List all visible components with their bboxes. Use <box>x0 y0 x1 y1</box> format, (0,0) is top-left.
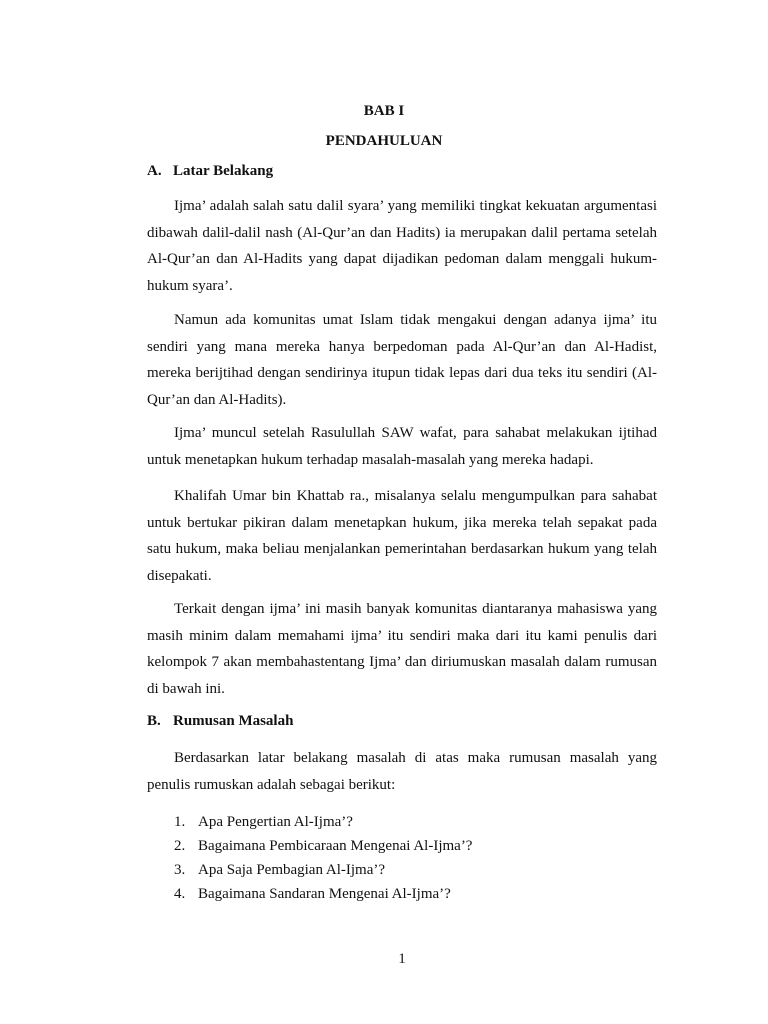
section-a-letter: A. <box>147 163 162 179</box>
section-b-title: Rumusan Masalah <box>173 713 294 729</box>
list-item: 3. Apa Saja Pembagian Al-Ijma’? <box>174 862 386 878</box>
paragraph-a4: Khalifah Umar bin Khattab ra., misalanya selalu mengumpulkan para sahabat untuk bertukar pikiran dalam menetapkan hukum, jika mereka telah sepakat pada satu hukum, maka beliau menjalankan pemerintahan berdasarkan hukum yang telah disepakati. <box>147 488 657 584</box>
section-b-heading <box>147 713 293 730</box>
paragraph-b: Berdasarkan latar belakang masalah di atas maka rumusan masalah yang penulis rumuskan adalah sebagai berikut: <box>147 750 657 793</box>
question-list <box>174 810 472 906</box>
list-item: 1. Apa Pengertian Al-Ijma’? <box>174 814 353 830</box>
paragraph-a3: Ijma’ muncul setelah Rasulullah SAW wafat, para sahabat melakukan ijtihad untuk menetapkan hukum terhadap masalah-masalah yang mereka hadapi. <box>147 425 657 468</box>
section-a-heading <box>147 163 273 180</box>
list-item: 4. Bagaimana Sandaran Mengenai Al-Ijma’? <box>174 886 451 902</box>
page-number: 1 <box>398 951 406 967</box>
chapter-label: BAB I <box>363 103 405 119</box>
paragraph-a1: Ijma’ adalah salah satu dalil syara’ yang memiliki tingkat kekuatan argumentasi dibawah dalil-dalil nash (Al-Qur’an dan Hadits) ia merupakan dalil pertama setelah Al-Qur’an dan Al-Hadits yang dapat dijadikan pedoman dalam menggali hukum-hukum syara’. <box>147 198 657 294</box>
paragraph-a5: Terkait dengan ijma’ ini masih banyak komunitas diantaranya mahasiswa yang masih minim dalam memahami ijma’ itu sendiri maka dari itu kami penulis dari kelompok 7 akan membahastentang Ijma’ dan diriumuskan masalah dalam rumusan di bawah ini. <box>147 601 657 697</box>
chapter-title: PENDAHULUAN <box>325 133 443 149</box>
section-a-title: Latar Belakang <box>173 163 274 179</box>
section-b-letter: B. <box>147 713 161 729</box>
list-item: 2. Bagaimana Pembicaraan Mengenai Al-Ijma’? <box>174 838 473 854</box>
paragraph-a2: Namun ada komunitas umat Islam tidak mengakui dengan adanya ijma’ itu sendiri yang mana mereka hanya berpedoman pada Al-Qur’an dan Al-Hadist, mereka berijtihad dengan sendirinya itupun tidak lepas dari dua teks itu sendiri (Al-Qur’an dan Al-Hadits). <box>147 312 657 408</box>
